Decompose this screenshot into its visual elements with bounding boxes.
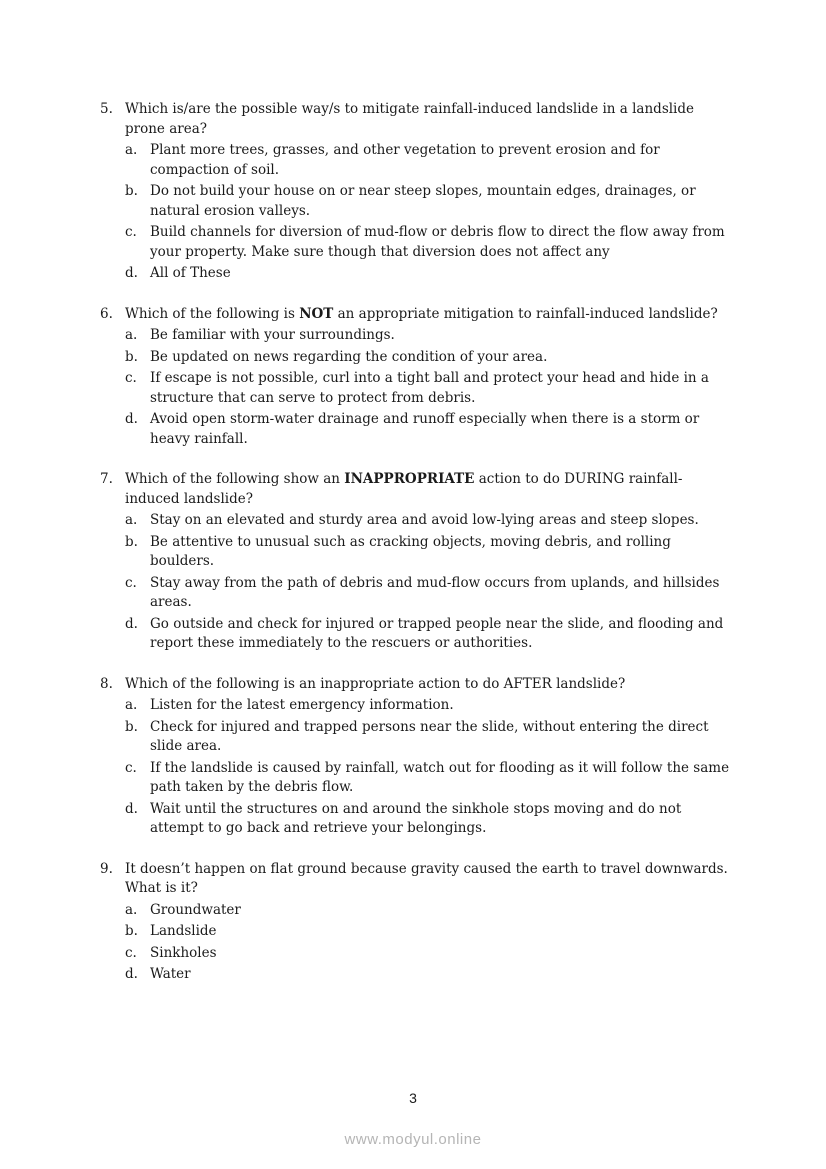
option-list xyxy=(125,511,732,654)
option xyxy=(125,574,732,613)
option xyxy=(125,965,732,985)
option-list xyxy=(125,696,732,839)
page-footer xyxy=(0,1069,826,1169)
option-letter: d. xyxy=(125,615,138,632)
option-letter: c. xyxy=(125,224,137,240)
question-5 xyxy=(100,100,732,284)
question-number: 9. xyxy=(100,860,113,877)
option xyxy=(125,615,732,654)
question-number: 5. xyxy=(100,101,113,117)
option-letter: a. xyxy=(125,512,138,528)
option-text: Plant more trees, grasses, and other vegetation to prevent erosion and for compaction of soil. xyxy=(150,142,660,178)
option-text: Avoid open storm-water drainage and runoff especially when there is a storm or heavy rainfall. xyxy=(150,411,700,447)
option-text: Water xyxy=(150,966,191,982)
option xyxy=(125,182,732,221)
page-number: 3 xyxy=(409,1090,417,1106)
option xyxy=(125,410,732,449)
option xyxy=(125,800,732,839)
question-text xyxy=(125,860,732,899)
option-list xyxy=(125,326,732,449)
option xyxy=(125,901,732,921)
option-text: Landslide xyxy=(150,923,217,939)
option-text: Groundwater xyxy=(150,901,241,918)
option-text: If escape is not possible, curl into a tight ball and protect your head and hide in a structure that can serve to protect from debris. xyxy=(150,370,709,406)
option xyxy=(125,369,732,408)
watermark: www.modyul.online xyxy=(344,1131,482,1148)
question-stem xyxy=(100,305,732,325)
question-number: 7. xyxy=(100,471,113,487)
option-letter: b. xyxy=(125,348,138,365)
option-text: Go outside and check for injured or trapped people near the slide, and flooding and report these immediately to the rescuers or authorities. xyxy=(150,615,724,651)
question-text-pre: Which is/are the possible way/s to mitigate rainfall-induced landslide in a landslide prone area? xyxy=(125,101,695,137)
option xyxy=(125,141,732,180)
question-text-pre: Which of the following show an xyxy=(125,471,345,487)
question-stem xyxy=(100,470,732,509)
option-text: Be familiar with your surroundings. xyxy=(150,327,395,343)
question-6 xyxy=(100,305,732,450)
option-letter: d. xyxy=(125,265,138,281)
option-text: Be attentive to unusual such as cracking objects, moving debris, and rolling boulders. xyxy=(150,533,671,569)
question-text xyxy=(125,470,732,509)
option-text: Build channels for diversion of mud-flow or debris flow to direct the flow away from your property. Make sure though that diversion does not affect any xyxy=(150,224,725,260)
question-text-pre: It doesn’t happen on flat ground because gravity caused the earth to travel downwards. What is it? xyxy=(125,860,728,896)
question-8 xyxy=(100,675,732,839)
option xyxy=(125,533,732,572)
question-text xyxy=(125,305,718,325)
option-text: Sinkholes xyxy=(150,944,217,961)
option-letter: b. xyxy=(125,718,138,735)
option-letter: c. xyxy=(125,944,137,961)
option xyxy=(125,696,732,716)
question-stem xyxy=(100,100,732,139)
option xyxy=(125,223,732,262)
option-list xyxy=(125,141,732,284)
option xyxy=(125,511,732,531)
question-list xyxy=(0,100,826,1006)
option-text: Do not build your house on or near steep slopes, mountain edges, drainages, or natural erosion valleys. xyxy=(150,183,696,219)
option-text: If the landslide is caused by rainfall, watch out for flooding as it will follow the same path taken by the debris flow. xyxy=(150,759,730,795)
question-text xyxy=(125,675,625,695)
option-letter: a. xyxy=(125,327,138,343)
option-letter: d. xyxy=(125,966,138,982)
option-letter: b. xyxy=(125,533,138,550)
option xyxy=(125,326,732,346)
question-stem xyxy=(100,860,732,899)
question-text-pre: Which of the following is an inappropriate action to do AFTER landslide? xyxy=(125,675,626,692)
option-text: All of These xyxy=(150,265,231,281)
option xyxy=(125,718,732,757)
option-letter: a. xyxy=(125,697,138,713)
option xyxy=(125,348,732,368)
option-letter: d. xyxy=(125,411,138,427)
option-text: Check for injured and trapped persons near the slide, without entering the direct slide area. xyxy=(150,718,709,754)
question-text xyxy=(125,100,732,139)
option-letter: c. xyxy=(125,370,137,386)
question-number: 8. xyxy=(100,675,113,692)
option-text: Stay away from the path of debris and mud-flow occurs from uplands, and hillsides areas. xyxy=(150,574,720,610)
option-letter: b. xyxy=(125,183,138,199)
option-text: Wait until the structures on and around the sinkhole stops moving and do not attempt to go back and retrieve your belongings. xyxy=(150,800,682,836)
option xyxy=(125,264,732,284)
option-text: Stay on an elevated and sturdy area and avoid low-lying areas and steep slopes. xyxy=(150,512,699,528)
question-text-emphasis: NOT xyxy=(299,305,334,322)
question-text-post: action to do DURING rainfall-induced landslide? xyxy=(125,471,683,507)
question-number: 6. xyxy=(100,305,113,322)
option-list xyxy=(125,901,732,985)
option-text: Be updated on news regarding the condition of your area. xyxy=(150,348,548,365)
option-letter: a. xyxy=(125,142,138,158)
question-stem xyxy=(100,675,732,695)
option-letter: c. xyxy=(125,574,137,591)
question-text-pre: Which of the following is xyxy=(125,305,300,322)
option-letter: c. xyxy=(125,759,137,776)
option-letter: a. xyxy=(125,901,138,918)
option-letter: d. xyxy=(125,800,138,817)
question-text-post: an appropriate mitigation to rainfall-induced landslide? xyxy=(333,305,718,322)
option xyxy=(125,944,732,964)
option-text: Listen for the latest emergency information. xyxy=(150,697,454,713)
question-7 xyxy=(100,470,732,654)
question-9 xyxy=(100,860,732,985)
option xyxy=(125,922,732,942)
question-text-emphasis: INAPPROPRIATE xyxy=(344,471,475,487)
option-letter: b. xyxy=(125,923,138,939)
option xyxy=(125,759,732,798)
